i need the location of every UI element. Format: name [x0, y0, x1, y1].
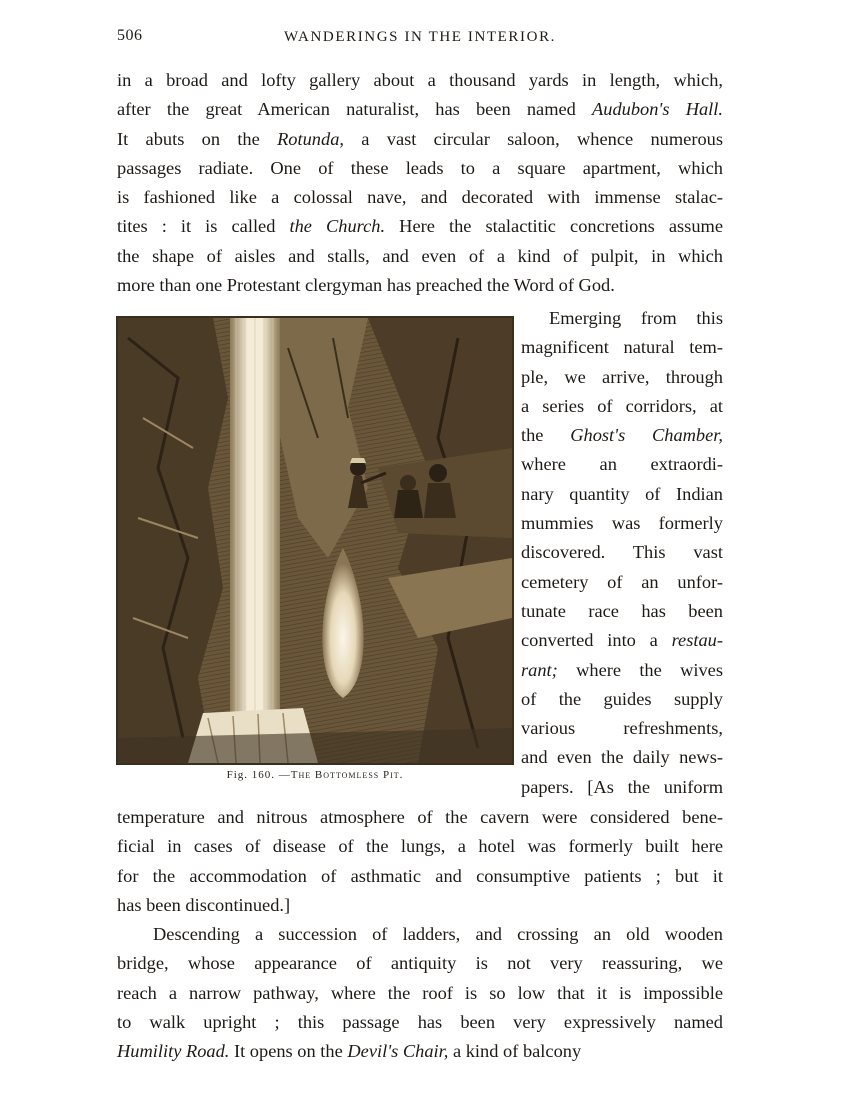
text-segment: a series of corridors, at [521, 395, 723, 416]
text-line [117, 891, 723, 920]
figure-caption [116, 769, 514, 781]
text-line [521, 685, 723, 714]
text-line [521, 509, 723, 538]
text-line [117, 95, 723, 124]
text-line [117, 979, 723, 1008]
text-segment: Here the stalactitic concretions assume [385, 216, 724, 237]
text-line [521, 743, 723, 772]
text-line [521, 538, 723, 567]
text-segment: reach a narrow pathway, where the roof is so low that it is impossible [117, 982, 723, 1003]
text-segment: the shape of aisles and stalls, and even of a kind of pulpit, in which [117, 245, 723, 266]
text-segment: where the wives [557, 659, 723, 680]
text-segment: a kind of balcony [448, 1041, 582, 1062]
text-line [521, 480, 723, 509]
italic-term: Rotunda, [277, 128, 344, 149]
text-line [521, 626, 723, 655]
italic-term: Audubon's Hall. [592, 99, 723, 120]
text-line [117, 154, 723, 183]
text-segment: Descending a succession of ladders, and crossing an old wooden [153, 924, 723, 945]
text-segment: temperature and nitrous atmosphere of the cavern were considered bene- [117, 807, 723, 827]
text-line [117, 183, 723, 212]
text-line [521, 773, 723, 802]
text-line [521, 392, 723, 421]
page-number: 506 [117, 27, 143, 44]
text-segment: is fashioned like a colossal nave, and decorated with immense stalac- [117, 187, 723, 208]
text-line [117, 1008, 723, 1037]
text-segment: after the great American naturalist, has been named [117, 99, 593, 120]
bottomless-pit-engraving [118, 318, 512, 763]
text-line [117, 1037, 723, 1066]
text-line [521, 656, 723, 685]
text-segment: Emerging from this [549, 308, 723, 328]
text-segment: tites : it is called [117, 216, 290, 237]
text-segment: to walk upright ; this passage has been very expressively named [117, 1012, 723, 1033]
running-title: WANDERINGS IN THE INTERIOR. [283, 29, 557, 45]
text-segment: the [521, 425, 571, 446]
text-line [521, 421, 723, 450]
italic-term: Humility Road. [117, 1041, 230, 1062]
text-line [521, 597, 723, 626]
italic-term: restau- [671, 630, 723, 651]
text-segment: a vast circular saloon, whence numerous [344, 128, 723, 149]
text-segment: ple, we arrive, through [521, 366, 723, 387]
text-line [521, 450, 723, 479]
text-segment: It opens on the [229, 1041, 348, 1062]
text-segment: cemetery of an unfor- [521, 571, 723, 592]
text-segment: papers. [As the uniform [521, 776, 723, 797]
text-line [521, 363, 723, 392]
text-line [521, 333, 723, 362]
text-segment: magnificent natural tem- [521, 337, 723, 358]
text-line [117, 832, 723, 861]
text-line [117, 212, 723, 241]
text-segment: nary quantity of Indian [521, 483, 723, 504]
text-segment: passages radiate. One of these leads to a square apartment, which [117, 157, 723, 178]
italic-term: Devil's Chair, [347, 1041, 449, 1062]
text-line [117, 803, 723, 832]
figure-number: Fig. 160. [226, 769, 276, 781]
text-segment: bridge, whose appearance of antiquity is not very reassuring, we [117, 953, 723, 974]
body-text-top [117, 66, 723, 300]
text-segment: of the guides supply [521, 688, 723, 709]
text-segment: where an extraordi- [521, 454, 723, 475]
cave-illustration [116, 316, 514, 765]
text-line [117, 66, 723, 95]
text-line [117, 949, 723, 978]
text-segment: discovered. This vast [521, 542, 723, 563]
text-segment: converted into a [521, 630, 672, 651]
text-segment: in a broad and lofty gallery about a thousand yards in length, which, [117, 70, 723, 90]
text-line [117, 242, 723, 271]
text-segment: ficial in cases of disease of the lungs, a hotel was formerly built here [117, 836, 723, 857]
text-line [117, 862, 723, 891]
text-segment: and even the daily news- [521, 747, 723, 768]
text-segment: for the accommodation of asthmatic and consumptive patients ; but it [117, 865, 723, 886]
text-line [521, 304, 723, 333]
body-text-bottom [117, 803, 723, 1067]
text-segment: It abuts on the [117, 128, 278, 149]
text-line [117, 125, 723, 154]
text-segment: tunate race has been [521, 600, 723, 621]
text-line [521, 568, 723, 597]
text-line [117, 920, 723, 949]
italic-term: the Church. [289, 216, 386, 237]
figure-title: —The Bottomless Pit. [278, 769, 404, 781]
italic-term: Ghost's Chamber, [570, 425, 723, 446]
body-text-wrap [521, 304, 723, 802]
text-segment: more than one Protestant clergyman has preached the Word of God. [117, 275, 615, 296]
text-segment: mummies was formerly [521, 513, 723, 534]
italic-term: rant; [521, 659, 558, 680]
page-header [117, 27, 723, 51]
text-line [117, 271, 723, 300]
text-line [521, 714, 723, 743]
text-segment: various refreshments, [521, 718, 723, 739]
text-segment: has been discontinued.] [117, 894, 291, 915]
